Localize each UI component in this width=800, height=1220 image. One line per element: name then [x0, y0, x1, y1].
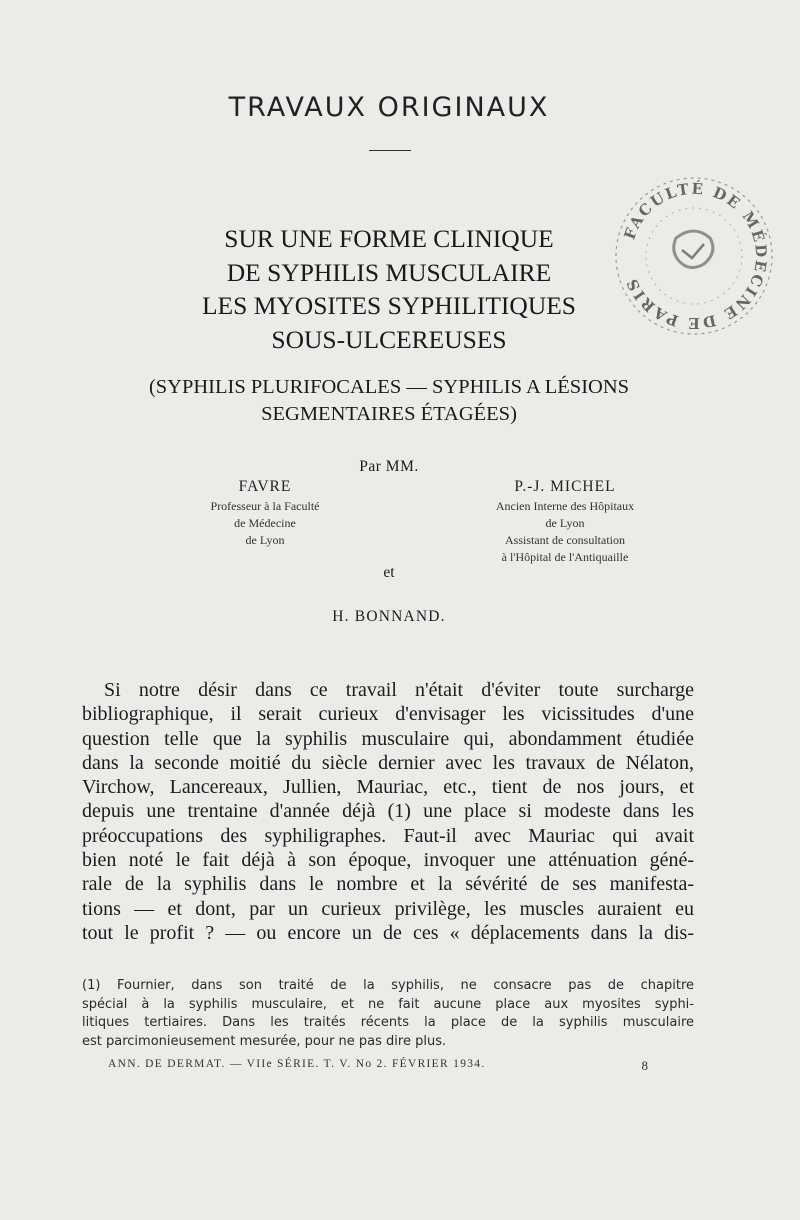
author-michel: [440, 476, 690, 566]
body-line: rale de la syphilis dans le nombre et la sévérité de ses manifesta-: [82, 873, 694, 896]
subtitle-line: SEGMENTAIRES ÉTAGÉES): [261, 403, 517, 425]
body-line: Si notre désir dans ce travail n'était d'éviter toute surcharge: [104, 679, 694, 701]
title-line: LES MYOSITES SYPHILITIQUES: [201, 291, 576, 320]
author-affiliation: Ancien Interne des Hôpitaux: [495, 499, 635, 513]
body-line: depuis une trentaine d'année déjà (1) une place si modeste dans les: [82, 800, 694, 823]
byline-intro: Par MM.: [359, 458, 419, 475]
title-line: SOUS-ULCEREUSES: [271, 324, 507, 354]
footnote: [82, 977, 694, 1051]
author-affiliation: Professeur à la Faculté: [210, 499, 320, 513]
author-favre: [150, 476, 380, 549]
author-affiliation: Assistant de consultation: [505, 533, 625, 547]
running-footer: [108, 1058, 648, 1073]
article-subtitle: [0, 374, 778, 428]
body-line: Virchow, Lancereaux, Jullien, Mauriac, etc., tient de nos jours, et: [82, 776, 694, 799]
body-line: dans la seconde moitié du siècle dernier avec les travaux de Nélaton,: [82, 751, 694, 774]
author-name: FAVRE: [238, 478, 292, 495]
body-line: tout le profit ? — ou encore un de ces « déplacements dans la dis-: [82, 921, 694, 944]
title-line: SUR UNE FORME CLINIQUE: [224, 224, 554, 253]
title-line: DE SYPHILIS MUSCULAIRE: [226, 257, 552, 287]
heading-rule: [369, 150, 411, 151]
author-bonnand: H. BONNAND.: [332, 608, 446, 625]
byline-conjunction: et: [383, 564, 395, 581]
footnote-line: litiques tertiaires. Dans les traités récents la place de la syphilis musculaire: [82, 1015, 694, 1030]
author-affiliation: de Lyon: [545, 516, 585, 530]
author-affiliation: de Lyon: [245, 533, 285, 547]
footnote-line: est parcimonieusement mesurée, pour ne pas dire plus.: [82, 1033, 447, 1049]
body-line: tions — et dont, par un curieux privilège, les muscles auraient eu: [82, 897, 694, 920]
article-title: [0, 222, 778, 356]
page-number: 8: [641, 1058, 648, 1073]
journal-citation: ANN. DE DERMAT. — VIIe SÉRIE. T. V. No 2. FÉVRIER 1934.: [108, 1058, 486, 1070]
body-line: préoccupations des syphiligraphes. Faut-il avec Mauriac qui avait: [82, 824, 694, 847]
subtitle-line: (SYPHILIS PLURIFOCALES — SYPHILIS A LÉSIONS: [148, 376, 630, 398]
body-paragraph: [82, 678, 694, 945]
author-affiliation: à l'Hôpital de l'Antiquaille: [501, 550, 629, 564]
body-line: question telle que la syphilis musculaire qui, abondamment étudiée: [82, 727, 694, 750]
author-affiliation: de Médecine: [234, 516, 296, 530]
section-heading: TRAVAUX ORIGINAUX: [228, 92, 550, 123]
footnote-line: (1) Fournier, dans son traité de la syphilis, ne consacre pas de chapitre: [82, 978, 694, 993]
svg-text:FACULTÉ DE MÉDECINE DE PARIS: FACULTÉ DE MÉDECINE DE PARIS: [620, 179, 771, 333]
body-line: bibliographique, il serait curieux d'envisager les vicissitudes d'une: [82, 703, 694, 726]
author-name: P.-J. MICHEL: [514, 478, 616, 495]
body-line: bien noté le fait déjà à son époque, invoquer une atténuation géné-: [82, 849, 694, 872]
footnote-line: spécial à la syphilis musculaire, et ne fait aucune place aux myosites syphi-: [82, 996, 694, 1012]
